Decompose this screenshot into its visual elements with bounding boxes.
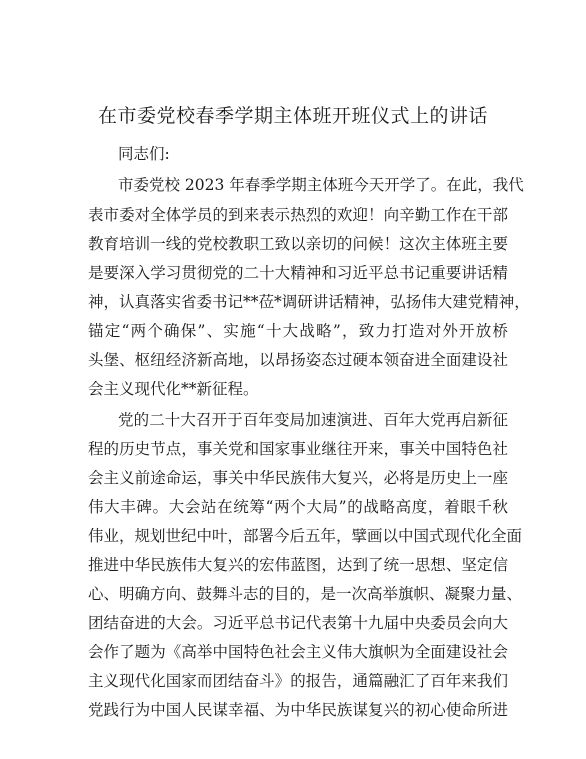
paragraph-1-line-7: 头堡、枢纽经济新高地，以昂扬姿态过硬本领奋进全面建设社 — [88, 351, 508, 369]
paragraph-1-line-2: 表市委对全体学员的到来表示热烈的欢迎！向辛勤工作在干部 — [88, 206, 508, 224]
paragraph-2-line-8: 团结奋进的大会。习近平总书记代表第十九届中央委员会向大 — [88, 614, 508, 632]
paragraph-2-line-10: 主义现代化国家而团结奋斗》的报告，通篇融汇了百年来我们 — [88, 672, 508, 690]
paragraph-2-line-1: 党的二十大召开于百年变局加速演进、百年大党再启新征 — [118, 411, 508, 429]
salutation: 同志们: — [118, 145, 170, 163]
paragraph-2-line-3: 会主义前途命运，事关中华民族伟大复兴，必将是历史上一座 — [88, 469, 508, 487]
paragraph-1-line-8: 会主义现代化**新征程。 — [88, 380, 259, 398]
paragraph-2-line-5: 伟业，规划世纪中叶，部署今后五年，擘画以中国式现代化全面 — [88, 527, 523, 545]
paragraph-2-line-7: 心、明确方向、鼓舞斗志的目的，是一次高举旗帜、凝聚力量、 — [88, 585, 523, 603]
paragraph-1-line-1: 市委党校 2023 年春季学期主体班今天开学了。在此，我代 — [118, 176, 524, 194]
paragraph-2-line-4: 伟大丰碑。大会站在统筹“两个大局”的战略高度，着眼千秋 — [88, 498, 508, 516]
paragraph-2-line-2: 程的历史节点，事关党和国家事业继往开来，事关中国特色社 — [88, 440, 508, 458]
document-title: 在市委党校春季学期主体班开班仪式上的讲话 — [97, 105, 488, 127]
paragraph-2-line-11: 党践行为中国人民谋幸福、为中华民族谋复兴的初心使命所进 — [88, 701, 508, 719]
paragraph-1-line-5: 神，认真落实省委书记**莅*调研讲话精神，弘扬伟大建党精神， — [88, 293, 530, 311]
paragraph-1-line-4: 是要深入学习贯彻党的二十大精神和习近平总书记重要讲话精 — [88, 264, 508, 282]
paragraph-2-line-6: 推进中华民族伟大复兴的宏伟蓝图，达到了统一思想、坚定信 — [88, 556, 508, 574]
paragraph-2-line-9: 会作了题为《高举中国特色社会主义伟大旗帜为全面建设社会 — [88, 643, 508, 661]
paragraph-1-line-6: 锚定“两个确保”、实施“十大战略”，致力打造对外开放桥 — [88, 322, 508, 340]
paragraph-1-line-3: 教育培训一线的党校教职工致以亲切的问候！这次主体班主要 — [88, 235, 508, 253]
